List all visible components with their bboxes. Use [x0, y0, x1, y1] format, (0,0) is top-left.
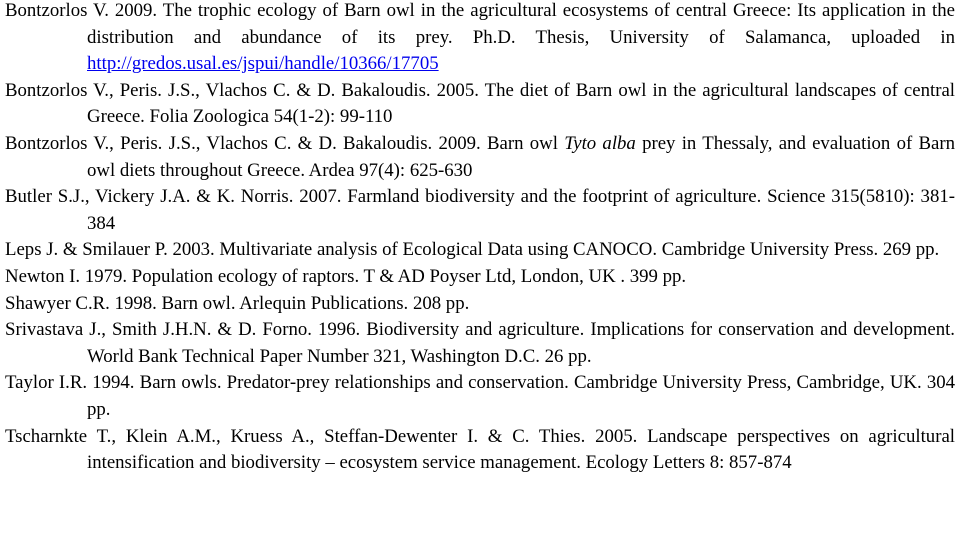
reference-shawyer-1998	[5, 291, 955, 318]
reference-bontzorlos-2009-thesis	[5, 0, 955, 78]
species-name: Tyto alba	[564, 132, 636, 154]
reference-link[interactable]: http://gredos.usal.es/jspui/handle/10366/17705	[87, 53, 439, 75]
reference-text: Bontzorlos V., Peris. J.S., Vlachos C. & D. Bakaloudis. 2009. Barn owl	[5, 132, 565, 154]
reference-tscharnkte-2005	[5, 424, 955, 477]
reference-bontzorlos-2005	[5, 78, 955, 131]
reference-taylor-1994	[5, 370, 955, 423]
reference-text: Leps J. & Smilauer P. 2003. Multivariate analysis of Ecological Data using CANOCO. Cambridge University Press. 269 pp.	[5, 239, 940, 261]
reference-text: Bontzorlos V., Peris. J.S., Vlachos C. & D. Bakaloudis. 2005. The diet of Barn owl in the agricultural landscapes of central Greece. Folia Zoologica 54(1-2): 99-110	[5, 79, 955, 128]
reference-srivastava-1996	[5, 317, 955, 370]
reference-text: Srivastava J., Smith J.H.N. & D. Forno. 1996. Biodiversity and agriculture. Implications for conservation and development. World Bank Technical Paper Number 321, Washington D.C. 26 pp.	[5, 319, 955, 367]
reference-text: prey in Thessaly, and evaluation of Barn owl diets throughout Greece. Ardea 97(4): 625-630	[87, 132, 955, 181]
reference-butler-2007	[5, 184, 955, 237]
reference-bontzorlos-2009-ardea	[5, 131, 955, 184]
reference-text: Newton I. 1979. Population ecology of raptors. T & AD Poyser Ltd, London, UK . 399 pp.	[5, 265, 687, 287]
reference-text: Bontzorlos V. 2009. The trophic ecology of Barn owl in the agricultural ecosystems of central Greece: Its application in the distribution and abundance of its prey. Ph.D. Thesis, University of Salamanca, uploaded in	[5, 0, 955, 48]
reference-text: Taylor I.R. 1994. Barn owls. Predator-prey relationships and conservation. Cambridge University Press, Cambridge, UK. 304 pp.	[5, 372, 955, 420]
reference-text: Tscharnkte T., Klein A.M., Kruess A., Steffan-Dewenter I. & C. Thies. 2005. Landscape perspectives on agricultural intensification and biodiversity – ecosystem service management. Ecology Letters 8: 857-874	[5, 425, 955, 474]
reference-text: Shawyer C.R. 1998. Barn owl. Arlequin Publications. 208 pp.	[5, 292, 470, 314]
reference-newton-1979	[5, 264, 955, 291]
reference-leps-2003	[5, 237, 955, 264]
reference-list	[5, 0, 955, 477]
reference-text: Butler S.J., Vickery J.A. & K. Norris. 2007. Farmland biodiversity and the footprint of agriculture. Science 315(5810): 381-384	[5, 186, 955, 234]
